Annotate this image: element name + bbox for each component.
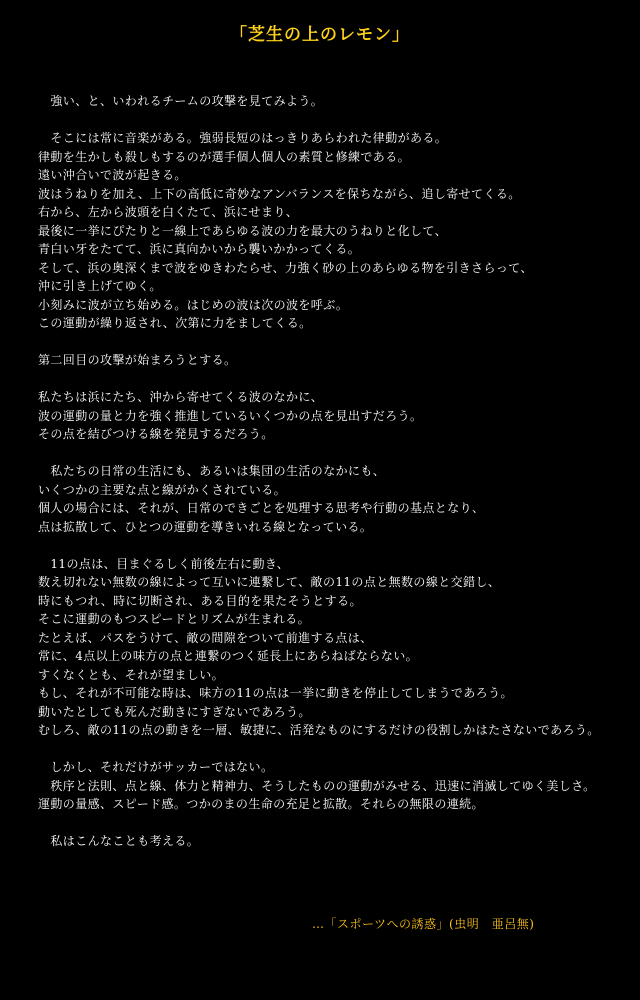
text-line: 小刻みに波が立ち始める。はじめの波は次の波を呼ぶ。 [38, 297, 349, 312]
paragraph [38, 388, 634, 444]
text-line: 波はうねりを加え、上下の高低に奇妙なアンバランスを保ちながら、追し寄せてくる。 [38, 186, 521, 201]
text-line: 遠い沖合いで波が起きる。 [38, 168, 187, 182]
paragraph [38, 758, 634, 814]
text-line: 波の運動の量と力を強く推進しているいくつかの点を見出すだろう。 [38, 408, 423, 423]
text-line: 動いたとしても死んだ動きにすぎないであろう。 [38, 704, 311, 719]
text-line: その点を結びつける線を発見するだろう。 [38, 427, 274, 441]
text-line: 常に、4点以上の味方の点と連繋のつく延長上にあらねばならない。 [38, 649, 419, 663]
text-line: そして、浜の奥深くまで波をゆきわたらせ、力強く砂の上のあらゆる物を引きさらって、 [38, 260, 533, 275]
text-line: 私たちは浜にたち、沖から寄せてくる波のなかに、 [38, 390, 324, 404]
text-line: 第二回目の攻撃が始まろうとする。 [38, 353, 237, 367]
text-line: すくなくとも、それが望ましい。 [38, 667, 225, 682]
text-line: 個人の場合には、それが、日常のできごとを処理する思考や行動の基点となり、 [38, 501, 485, 515]
paragraph [38, 462, 634, 536]
paragraph [38, 129, 634, 333]
text-line: 青白い牙をたてて、浜に真向かいから襲いかかってくる。 [38, 242, 361, 256]
text-line: 最後に一挙にぴたりと一線上であらゆる波の力を最大のうねりと化して、 [38, 223, 447, 238]
text-line: 運動の量感、スピード感。つかのまの生命の充足と拡散。それらの無限の連続。 [38, 797, 484, 811]
text-line: 沖に引き上げてゆく。 [38, 279, 162, 293]
text-line: この運動が繰り返され、次第に力をましてくる。 [38, 316, 312, 330]
paragraph [38, 92, 634, 111]
text-line: そこには常に音楽がある。強弱長短のはっきりあらわれた律動がある。 [38, 131, 448, 145]
text-line: むしろ、敵の11の点の動きを一層、敏捷に、活発なものにするだけの役割しかはたさないであろう。 [38, 723, 600, 737]
text-line: そこに運動のもつスピードとリズムが生まれる。 [38, 612, 311, 626]
paragraph [38, 555, 634, 740]
text-line: 秩序と法則、点と線、体力と精神力、そうしたものの運動がみせる、迅速に消滅してゆく美しさ。 [38, 778, 596, 793]
text-line: たとえば、パスをうけて、敵の間隙をついて前進する点は、 [38, 630, 373, 645]
text-line: 右から、左から波頭を白くたて、浜にせまり、 [38, 205, 299, 219]
text-line: 時にもつれ、時に切断され、ある目的を果たそうとする。 [38, 593, 362, 608]
essay-body [38, 92, 634, 869]
text-line: 律動を生かしも殺しもするのが選手個人個人の素質と修練である。 [38, 149, 411, 164]
text-line: 強い、と、いわれるチームの攻撃を見てみよう。 [38, 94, 324, 108]
text-line: 数え切れない無数の線によって互いに連繋して、敵の11の点と無数の線と交錯し、 [38, 575, 501, 589]
text-line: しかし、それだけがサッカーではない。 [38, 760, 274, 774]
text-line: 私たちの日常の生活にも、あるいは集団の生活のなかにも、 [38, 464, 386, 478]
text-line: もし、それが不可能な時は、味方の11の点は一挙に動きを停止してしまうであろう。 [38, 686, 513, 700]
text-line: 私はこんなことも考える。 [38, 834, 200, 848]
source-credit: …「スポーツへの誘惑」(虫明 亜呂無) [312, 917, 535, 931]
page-title: 「芝生の上のレモン」 [230, 25, 410, 45]
text-line: 11の点は、目まぐるしく前後左右に動き、 [38, 556, 290, 571]
paragraph [38, 351, 634, 370]
text-line: 点は拡散して、ひとつの運動を導きいれる線となっている。 [38, 519, 373, 534]
text-line: いくつかの主要な点と線がかくされている。 [38, 482, 287, 497]
paragraph [38, 832, 634, 851]
